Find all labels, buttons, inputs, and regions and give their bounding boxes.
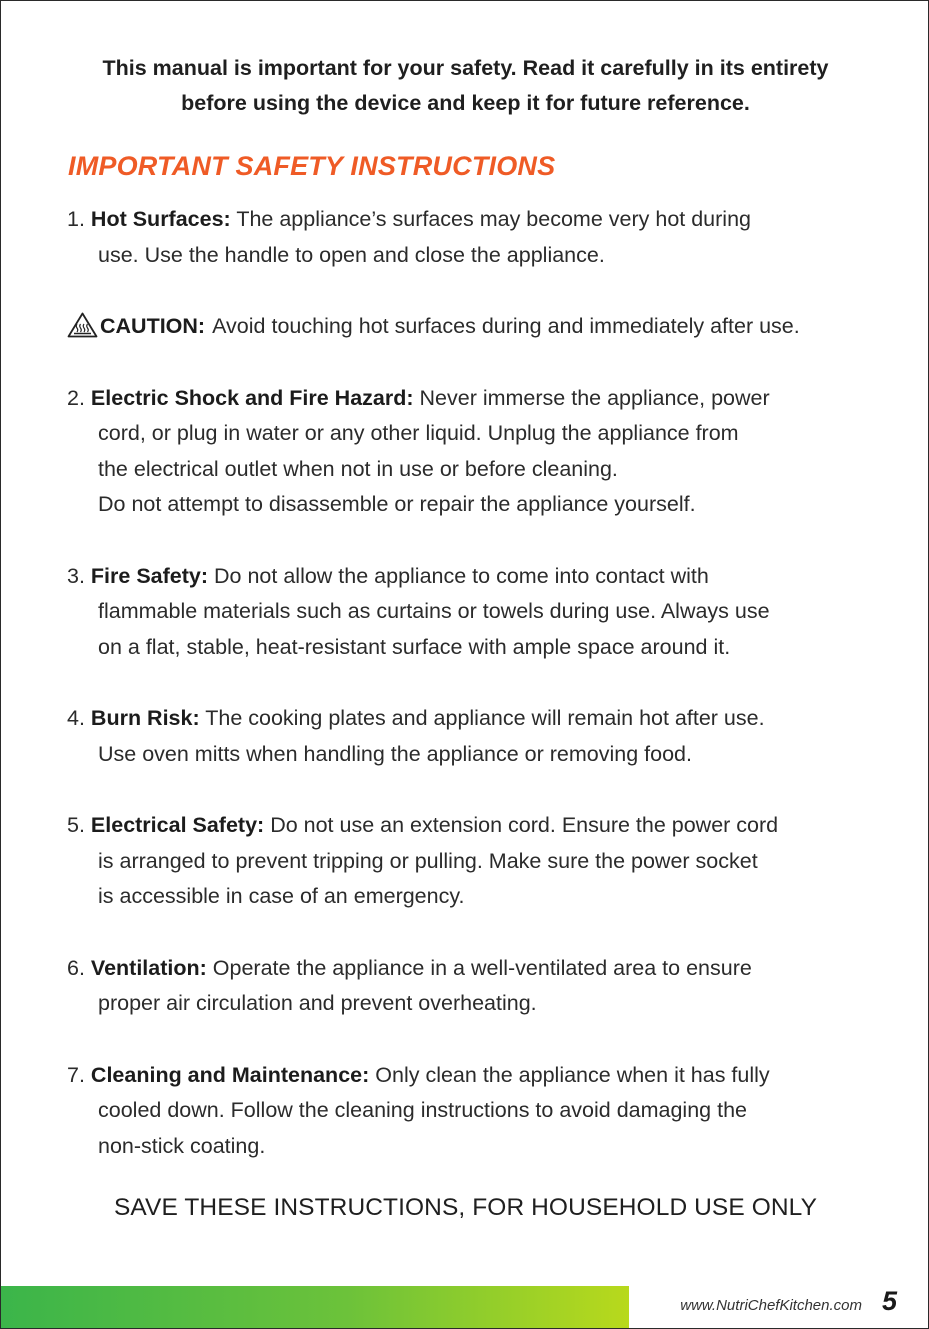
item-text-cont: Do not attempt to disassemble or repair the appliance yourself. xyxy=(98,492,696,516)
item-text: Operate the appliance in a well-ventilated area to ensure xyxy=(212,955,752,980)
item-text: Never immerse the appliance, power xyxy=(419,385,770,410)
item-text: Do not use an extension cord. Ensure the power cord xyxy=(270,813,779,837)
item-text-cont: proper air circulation and prevent overheating. xyxy=(98,991,537,1015)
item-number: 3. xyxy=(67,563,85,588)
item-text-cont: is arranged to prevent tripping or pulling. Make sure the power socket xyxy=(98,848,758,873)
item-title: Electric Shock and Fire Hazard: xyxy=(90,385,414,410)
instruction-item-6 xyxy=(67,951,877,1022)
item-text-cont: the electrical outlet when not in use or before cleaning. xyxy=(98,456,618,481)
item-text-cont: Use oven mitts when handling the appliance or removing food. xyxy=(98,741,692,766)
item-text-cont: cooled down. Follow the cleaning instructions to avoid damaging the xyxy=(98,1098,747,1122)
item-title: Electrical Safety: xyxy=(90,813,265,837)
item-text: The appliance’s surfaces may become very hot during xyxy=(236,207,751,231)
item-number: 1. xyxy=(67,207,85,231)
instruction-item-7 xyxy=(67,1058,877,1165)
section-heading: IMPORTANT SAFETY INSTRUCTIONS xyxy=(68,151,556,181)
caution-title: CAUTION: xyxy=(100,314,206,338)
instruction-item-4 xyxy=(67,701,877,772)
intro-text xyxy=(41,51,890,121)
item-text: Do not allow the appliance to come into contact with xyxy=(214,563,709,588)
item-text-cont: non-stick coating. xyxy=(98,1133,266,1158)
item-number: 6. xyxy=(67,955,85,980)
item-text-cont: is accessible in case of an emergency. xyxy=(98,884,465,908)
item-title: Ventilation: xyxy=(90,955,207,980)
item-number: 5. xyxy=(67,813,85,837)
instruction-item-3 xyxy=(67,559,877,666)
footer-website: www.NutriChefKitchen.com xyxy=(680,1297,862,1314)
intro-line-1: This manual is important for your safety. Read it carefully in its entirety xyxy=(102,56,829,80)
item-title: Hot Surfaces: xyxy=(90,207,231,231)
item-title: Fire Safety: xyxy=(90,563,209,588)
item-title: Burn Risk: xyxy=(90,706,200,730)
footer-gradient-bar xyxy=(1,1286,629,1329)
intro-line-2: before using the device and keep it for future reference. xyxy=(181,91,750,115)
instruction-item-5 xyxy=(67,808,877,915)
instruction-item-2 xyxy=(67,381,877,523)
item-text-cont: use. Use the handle to open and close the appliance. xyxy=(98,242,605,267)
item-number: 4. xyxy=(67,706,85,730)
caution-notice xyxy=(67,309,877,345)
item-text-cont: cord, or plug in water or any other liquid. Unplug the appliance from xyxy=(98,421,739,445)
instruction-item-1 xyxy=(67,202,877,273)
item-text-cont: flammable materials such as curtains or towels during use. Always use xyxy=(98,599,770,623)
item-number: 2. xyxy=(67,385,85,410)
caution-text: Avoid touching hot surfaces during and immediately after use. xyxy=(212,314,800,338)
item-number: 7. xyxy=(67,1062,85,1087)
save-instructions-notice: SAVE THESE INSTRUCTIONS, FOR HOUSEHOLD USE ONLY xyxy=(113,1194,818,1221)
item-text-cont: on a flat, stable, heat-resistant surface with ample space around it. xyxy=(98,634,731,659)
warning-hot-surface-icon xyxy=(67,312,98,338)
page-number: 5 xyxy=(881,1286,897,1316)
item-text: The cooking plates and appliance will remain hot after use. xyxy=(205,706,765,730)
item-text: Only clean the appliance when it has fully xyxy=(375,1062,770,1087)
instructions-list xyxy=(67,202,877,1200)
item-title: Cleaning and Maintenance: xyxy=(90,1062,370,1087)
